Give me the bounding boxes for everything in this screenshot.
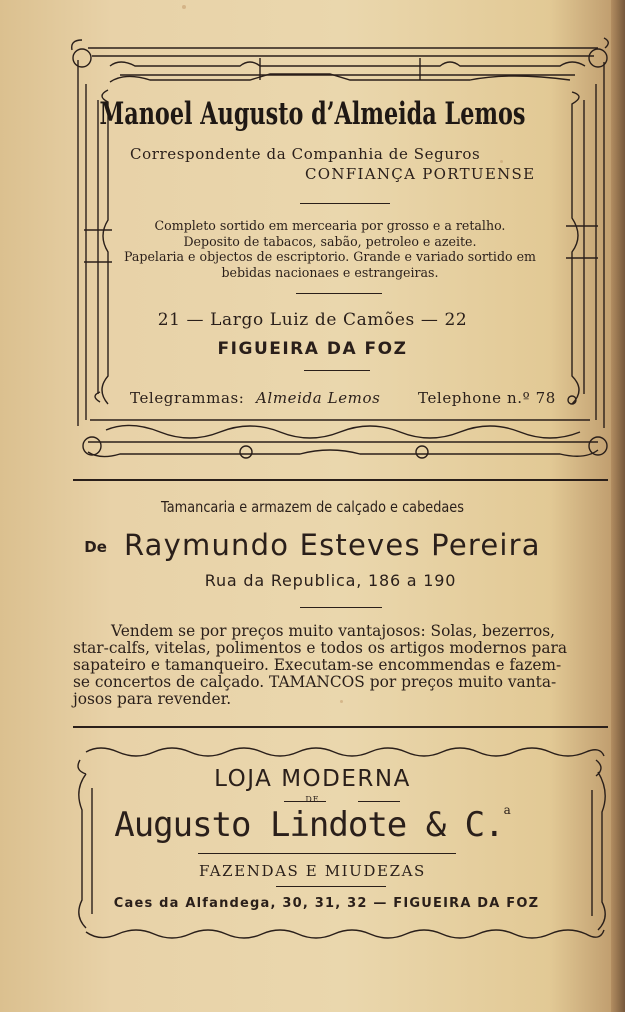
- section-divider: [73, 479, 608, 481]
- ad1-title: Manoel Augusto d’Almeida Lemos: [99, 96, 526, 132]
- ad2-body-line: josos para revender.: [73, 690, 232, 708]
- ad3-de: DE: [305, 795, 320, 804]
- ad3-short-rule: [198, 853, 456, 854]
- ad2-body-line: star-calfs, vitelas, polimentos e todos os artigos modernos para: [73, 639, 568, 657]
- ad3-heading: LOJA MODERNA: [214, 766, 411, 792]
- ad2-body: [73, 623, 611, 708]
- ad3-goods: FAZENDAS E MIUDEZAS: [199, 862, 426, 880]
- ad2-de: De: [84, 538, 107, 556]
- ad1-company: CONFIANÇA PORTUENSE: [305, 165, 536, 183]
- ad3-name-sup: a: [503, 803, 511, 817]
- ad1-telephone: Telephone n.º 78: [418, 389, 556, 407]
- ad1-telegram-value: [256, 389, 380, 407]
- ad1-desc-line: Deposito de tabacos, sabão, petroleo e azeite.: [183, 233, 477, 249]
- ad1-short-rule: [300, 203, 390, 204]
- ad3-de-rule-right: [358, 801, 400, 802]
- ad2-address: Rua da Republica, 186 a 190: [204, 571, 457, 590]
- ad1-desc-line: Completo sortido em mercearia por grosso e a retalho.: [154, 218, 506, 233]
- ad1-description: [120, 218, 540, 280]
- ad2-body-line: Vendem se por preços muito vantajosos: Solas, bezerros,: [111, 622, 556, 640]
- ad1-city: FIGUEIRA DA FOZ: [217, 339, 408, 359]
- ad3-address: Caes da Alfandega, 30, 31, 32 — FIGUEIRA DA FOZ: [113, 896, 540, 911]
- ad1-short-rule: [296, 293, 382, 294]
- ad1-title-wrap: [0, 96, 625, 132]
- ad1-desc-line: bebidas nacionaes e estrangeiras.: [221, 264, 439, 280]
- ad2-name: Raymundo Esteves Pereira: [123, 528, 541, 562]
- ad2-name-line: [0, 528, 625, 562]
- ad2-short-rule: [300, 607, 382, 608]
- ad3-short-rule: [276, 886, 386, 887]
- ad2-heading: Tamancaria e armazem de calçado e cabedaes: [161, 498, 464, 516]
- ad1-subtitle: Correspondente da Companhia de Seguros: [130, 145, 481, 163]
- ad1-desc-line: Papelaria e objectos de escriptorio. Grande e variado sortido em: [124, 249, 536, 264]
- ad3-name: Augusto Lindote & C.: [114, 805, 504, 845]
- ad1-address: 21 — Largo Luiz de Camões — 22: [157, 310, 468, 330]
- section-divider: [73, 726, 608, 728]
- ad1-telegram-label: Telegrammas:: [130, 389, 245, 407]
- ad1-short-rule: [304, 370, 370, 371]
- ad2-body-line: sapateiro e tamanqueiro. Executam-se encommendas e fazem-: [73, 656, 562, 674]
- ad2-body-line: se concertos de calçado. TAMANCOS por preços muito vanta-: [73, 673, 557, 691]
- ad3-name-line: [0, 803, 625, 845]
- ad1-telegram-name: Almeida Lemos: [256, 389, 381, 407]
